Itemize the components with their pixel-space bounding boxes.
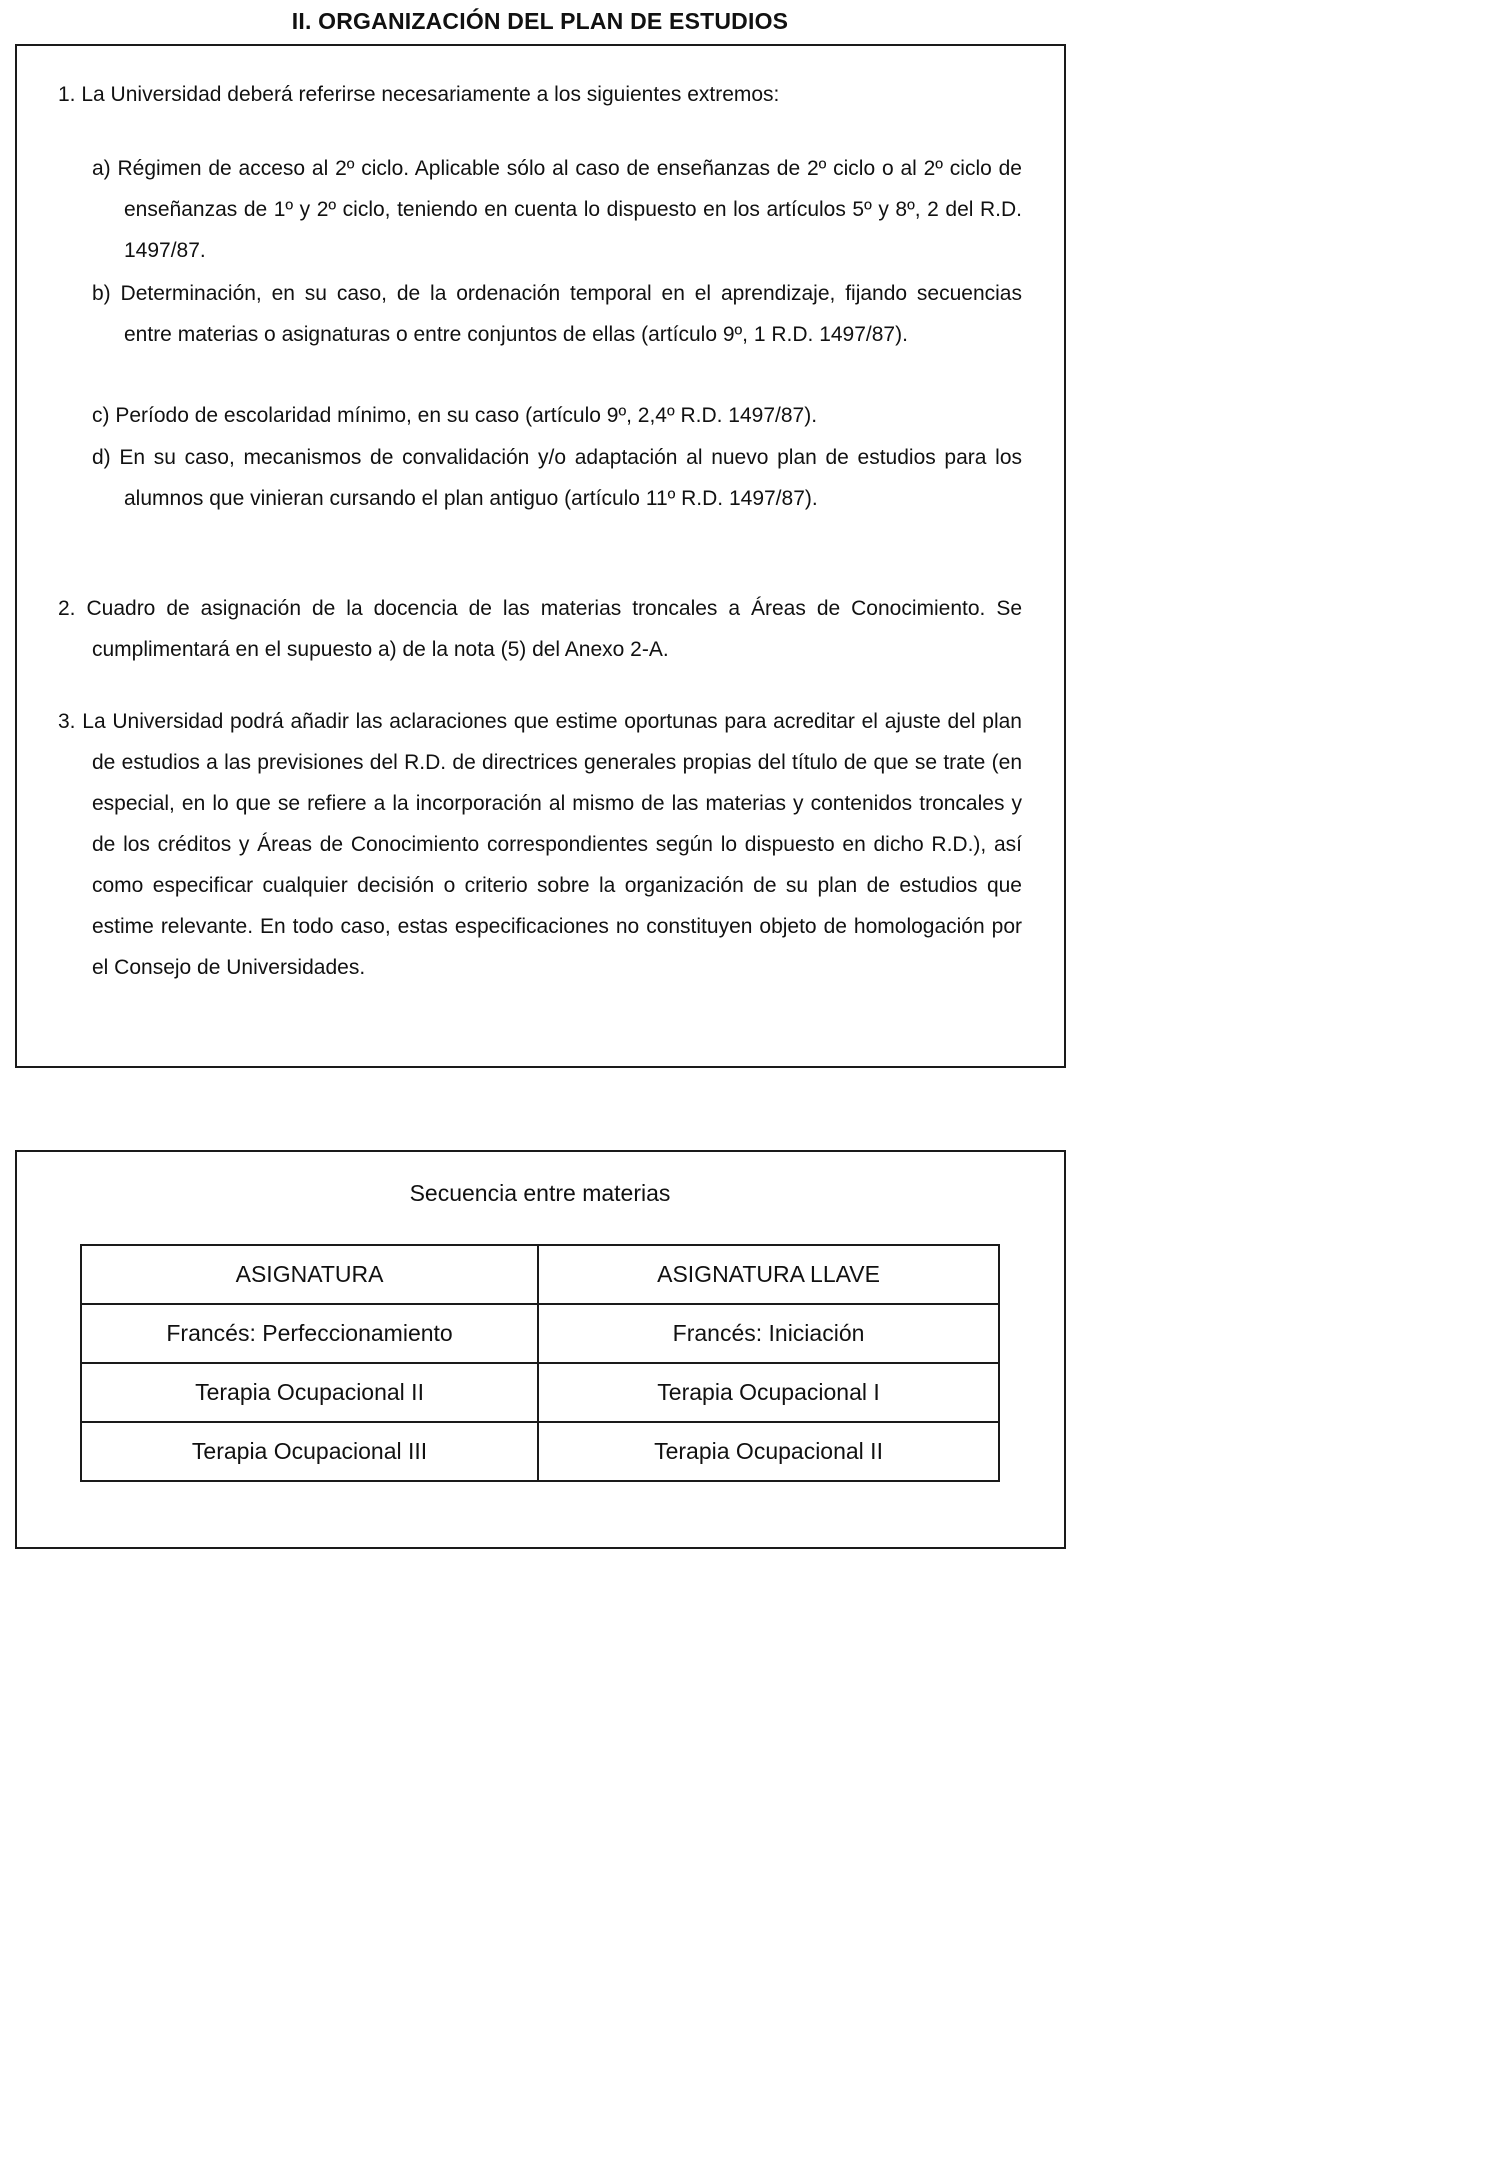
section-1-intro-text: La Universidad deberá referirse necesariamente a los siguientes extremos: [81, 83, 780, 106]
page-title: II. ORGANIZACIÓN DEL PLAN DE ESTUDIOS [291, 8, 789, 34]
table-cell: Terapia Ocupacional II [81, 1363, 538, 1422]
section-2-text: Cuadro de asignación de la docencia de las materias troncales a Áreas de Conocimiento. Se cumplimentará en el supuesto a) de la nota (5) del Anexo 2-A. [86, 597, 1023, 661]
item-c-text: Período de escolaridad mínimo, en su caso (artículo 9º, 2,4º R.D. 1497/87). [115, 404, 818, 427]
item-d-letter: d) [92, 446, 111, 469]
section-3 [58, 701, 1022, 988]
item-a-letter: a) [92, 157, 111, 180]
section-1-item-b [92, 273, 1022, 355]
section-1-item-a [92, 148, 1022, 271]
table-caption: Secuencia entre materias [409, 1180, 671, 1206]
section-2-number: 2. [58, 597, 76, 620]
item-b-text: Determinación, en su caso, de la ordenación temporal en el aprendizaje, fijando secuencias entre materias o asignaturas o entre conjuntos de ellas (artículo 9º, 1 R.D. 1497/87). [120, 282, 1022, 346]
table-row [81, 1363, 999, 1422]
section-1-intro [58, 74, 1038, 115]
table-cell: Terapia Ocupacional I [538, 1363, 999, 1422]
item-a-text: Régimen de acceso al 2º ciclo. Aplicable sólo al caso de enseñanzas de 2º ciclo o al 2º ciclo de enseñanzas de 1º y 2º ciclo, teniendo en cuenta lo dispuesto en los artículos 5º y 8º, 2 del R.D. 1497/87. [117, 157, 1022, 262]
sequence-table [80, 1244, 1000, 1482]
item-b-letter: b) [92, 282, 111, 305]
table-cell: Francés: Perfeccionamiento [81, 1304, 538, 1363]
header-asignatura-llave: ASIGNATURA LLAVE [538, 1245, 999, 1304]
table-cell: Francés: Iniciación [538, 1304, 999, 1363]
item-d-text: En su caso, mecanismos de convalidación y/o adaptación al nuevo plan de estudios para los alumnos que vinieran cursando el plan antiguo (artículo 11º R.D. 1497/87). [119, 446, 1022, 510]
table-cell: Terapia Ocupacional III [81, 1422, 538, 1481]
table-row [81, 1422, 999, 1481]
header-asignatura: ASIGNATURA [81, 1245, 538, 1304]
section-1-number: 1. [58, 83, 76, 106]
section-1-item-d [92, 437, 1022, 519]
section-1-item-c [92, 395, 1022, 436]
item-c-letter: c) [92, 404, 110, 427]
table-row [81, 1304, 999, 1363]
table-cell: Terapia Ocupacional II [538, 1422, 999, 1481]
table-header-row [81, 1245, 999, 1304]
section-2 [58, 588, 1022, 670]
section-3-number: 3. [58, 710, 76, 733]
section-3-text: La Universidad podrá añadir las aclaraciones que estime oportunas para acreditar el ajuste del plan de estudios a las previsiones del R.D. de directrices generales propias del título de que se trate (en especial, en lo que se refiere a la incorporación al mismo de las materias y contenidos troncales y de los créditos y Áreas de Conocimiento correspondientes según lo dispuesto en dicho R.D.), así como especificar cualquier decisión o criterio sobre la organización de su plan de estudios que estime relevante. En todo caso, estas especificaciones no constituyen objeto de homologación por el Consejo de Universidades. [82, 710, 1022, 979]
